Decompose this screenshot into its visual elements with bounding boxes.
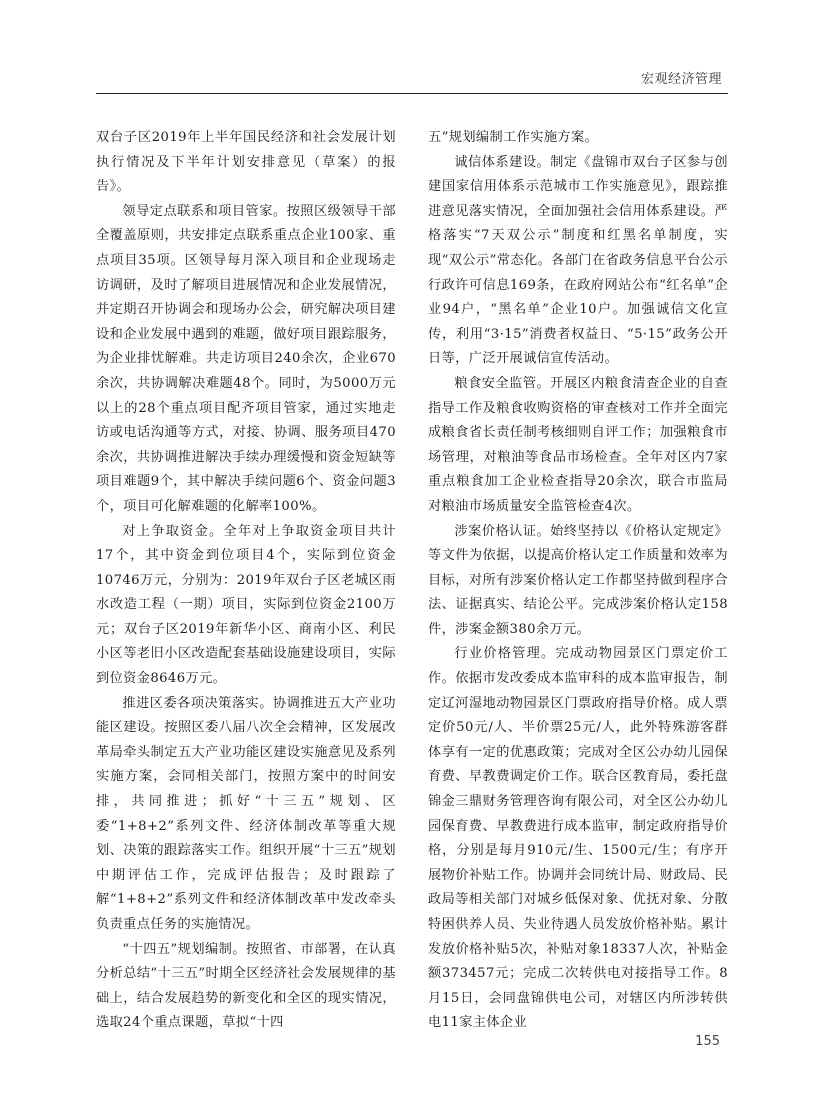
running-header-title: 宏观经济管理 (640, 72, 722, 87)
page-number: 155 (695, 1034, 720, 1049)
right-column (428, 126, 728, 1036)
paragraph: 双台子区2019年上半年国民经济和社会发展计划执行情况及下半年计划安排意见（草案）的报告》。 (96, 130, 396, 195)
paragraph: 粮食安全监管。开展区内粮食清查企业的自查指导工作及粮食收购资格的审查核对工作并全面完成粮食省长责任制考核细则自评工作；加强粮食市场管理，对粮油等食品市场检查。全年对区内7家重点粮食加工企业检查指导20余次，联合市监局对粮油市场质量安全监管检查4次。 (428, 375, 728, 514)
paragraph: 对上争取资金。全年对上争取资金项目共计17个，其中资金到位项目4个，实际到位资金10746万元，分别为：2019年双台子区老城区雨水改造工程（一期）项目，实际到位资金2100万元；双台子区2019年新华小区、商南小区、利民小区等老旧小区改造配套基础设施建设项目，实际到位资金8646万元。 (96, 523, 396, 687)
paragraph: “十四五”规划编制。按照省、市部署，在认真分析总结“十三五”时期全区经济社会发展规律的基础上，结合发展趋势的新变化和全区的现实情况，选取24个重点课题，草拟“十四 (96, 941, 396, 1031)
paragraph: 行业价格管理。完成动物园景区门票定价工作。依据市发改委成本监审科的成本监审报告，制定辽河湿地动物园景区门票政府指导价格。成人票定价50元/人、半价票25元/人，此外特殊游客群体享有一定的优惠政策；完成对全区公办幼儿园保育费、早教费调定价工作。联合区教育局，委托盘锦金三鼎财务管理咨询有限公司，对全区公办幼儿园保育费、早教费进行成本监审，制定政府指导价格，分别是每月910元/生、1500元/生；有序开展物价补贴工作。协调并会同统计局、财政局、民政局等相关部门对城乡低保对象、优抚对象、分散特困供养人员、失业待遇人员发放价格补贴。累计发放价格补贴5次，补贴对象18337人次，补贴金额373457元；完成二次转供电对接指导工作。8月15日，会同盘锦供电公司，对辖区内所涉转供电11家主体企业 (428, 646, 728, 1031)
left-column (96, 126, 396, 1036)
paragraph: 领导定点联系和项目管家。按照区级领导干部全覆盖原则，共安排定点联系重点企业100家、重点项目35项。区领导每月深入项目和企业现场走访调研，及时了解项目进展情况和企业发展情况，并定期召开协调会和现场办公会，研究解决项目建设和企业发展中遇到的难题，做好项目跟踪服务，为企业排忧解难。共走访项目240余次，企业670余次，共协调解决难题48个。同时，为5000万元以上的28个重点项目配齐项目管家，通过实地走访或电话沟通等方式，对接、协调、服务项目470余次，共协调推进解决手续办理缓慢和资金短缺等项目难题9个，其中解决手续问题6个、资金问题3个，项目可化解难题的化解率100%。 (96, 203, 396, 514)
header-rule (96, 93, 728, 94)
paragraph: 推进区委各项决策落实。协调推进五大产业功能区建设。按照区委八届八次全会精神，区发展改革局牵头制定五大产业功能区建设实施意见及系列实施方案，会同相关部门，按照方案中的时间安排，共同推进；抓好“十三五”规划、区委“1+8+2”系列文件、经济体制改革等重大规划、决策的跟踪落实工作。组织开展“十三五”规划中期评估工作，完成评估报告；及时跟踪了解“1+8+2”系列文件和经济体制改革中发改牵头负责重点任务的实施情况。 (96, 695, 396, 932)
paragraph: 五”规划编制工作实施方案。 (428, 130, 599, 145)
paragraph: 诚信体系建设。制定《盘锦市双台子区参与创建国家信用体系示范城市工作实施意见》，跟踪推进意见落实情况，全面加强社会信用体系建设。严格落实“7天双公示”制度和红黑名单制度，实现“双公示”常态化。各部门在省政务信息平台公示行政许可信息169条，在政府网站公布“红名单”企业94户，“黑名单”企业10户。加强诚信文化宣传，利用“3·15”消费者权益日、“5·15”政务公开日等，广泛开展诚信宣传活动。 (428, 154, 728, 367)
paragraph: 涉案价格认证。始终坚持以《价格认定规定》等文件为依据，以提高价格认定工作质量和效率为目标，对所有涉案价格认定工作都坚持做到程序合法、证据真实、结论公平。完成涉案价格认定158件，涉案金额380余万元。 (428, 523, 728, 637)
